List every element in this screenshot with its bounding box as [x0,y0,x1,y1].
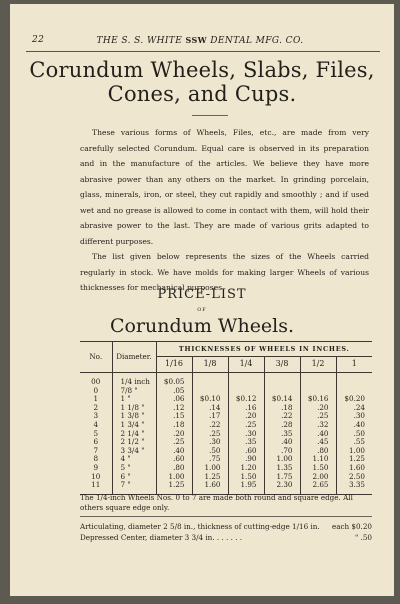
row-diameter: 6 " [112,473,156,482]
price-cell: .30 [336,412,372,421]
price-cell: .06 [156,395,192,404]
price-cell: .80 [300,447,336,456]
price-cell: 1.95 [228,481,264,494]
price-cell: .40 [156,447,192,456]
price-cell: .32 [300,421,336,430]
price-cell [336,373,372,387]
price-cell: .40 [264,438,300,447]
price-cell: .40 [336,421,372,430]
row-number: 11 [80,481,112,494]
price-cell: 1.35 [264,464,300,473]
extra-value: each $0.20 [331,522,372,531]
price-cell: .20 [228,412,264,421]
price-cell: 2.00 [300,473,336,482]
thickness-col-header: 1 [336,357,372,373]
heading-divider [192,115,228,116]
price-list-subtitle: Corundum Wheels. [109,315,295,337]
row-number: 00 [91,377,101,386]
price-cell: .18 [264,404,300,413]
price-cell: 1.25 [192,473,228,482]
price-cell: .50 [336,430,372,439]
extra-label: Articulating, diameter 2 5/8 in., thickness of cutting-edge 1/16 in. [80,522,320,531]
row-diameter: 1 " [112,395,156,404]
thickness-col-header: 1/8 [192,357,228,373]
row-diameter: 2 1/2 " [112,438,156,447]
price-cell: .16 [228,404,264,413]
price-cell: .14 [192,404,228,413]
price-cell: 1.50 [300,464,336,473]
heading-line-2: Cones, and Cups. [107,82,297,106]
price-cell: .90 [228,455,264,464]
price-cell: .55 [336,438,372,447]
price-cell: .28 [264,421,300,430]
price-cell: $0.10 [192,395,228,404]
price-cell: .25 [156,438,192,447]
row-diameter: 7 " [112,481,156,494]
row-number: 5 [93,428,99,438]
price-cell: .30 [192,438,228,447]
running-head [20,35,380,49]
price-cell: $0.14 [264,395,300,404]
row-number: 4 [93,419,99,429]
row-diameter: 1 1/8 " [112,404,156,413]
price-cell: 1.00 [336,447,372,456]
price-cell: 1.75 [264,473,300,482]
price-cell: .30 [228,430,264,439]
row-number: 10 [91,471,101,481]
row-number: 6 [93,437,99,447]
extra-line-depressed-center [80,533,372,543]
row-number: 0 [93,385,99,395]
price-cell: $0.12 [228,395,264,404]
running-title [20,35,380,46]
price-cell: .24 [336,404,372,413]
price-cell [192,373,228,387]
price-cell: .45 [300,438,336,447]
price-cell: .17 [192,412,228,421]
note-rule [80,516,372,517]
price-cell: 1.60 [336,464,372,473]
row-number: 8 [93,454,99,464]
running-title-right: DENTAL MFG. CO. [210,36,304,46]
price-cell: .50 [192,447,228,456]
row-number: 1 [93,394,99,404]
price-cell: .35 [228,438,264,447]
price-cell: $0.05 [156,373,192,387]
price-cell: .60 [156,455,192,464]
price-cell: .20 [156,430,192,439]
thickness-col-header: 3/8 [264,357,300,373]
price-cell: 1.10 [300,455,336,464]
page-number: 22 [32,35,45,45]
row-number: 7 [93,445,99,455]
price-cell: 1.25 [156,481,192,494]
thickness-header: THICKNESSES OF WHEELS IN INCHES. [156,342,372,357]
price-cell [228,373,264,387]
price-cell: .75 [192,455,228,464]
price-cell: .25 [192,430,228,439]
row-diameter: 4 " [112,455,156,464]
extra-value: " .50 [354,533,372,542]
price-cell: 1.00 [264,455,300,464]
price-cell [264,373,300,387]
running-title-left: THE S. S. WHITE [96,36,183,46]
intro-paragraph-2: The list given below represents the sizes of the Wheels carried regularly in stock. We have molds for making larger Wheels of various thicknesses for mechanical purposes. [80,252,369,292]
price-cell: .20 [300,404,336,413]
edge-note: The 1/4-inch Wheels Nos. 0 to 7 are made both round and square edge. All others square edge only. [80,493,353,512]
extra-label: Depressed Center, diameter 3 3/4 in. . . . . . . [80,533,243,542]
extra-line-articulating [80,522,372,532]
ssw-monogram-icon: SSW [185,35,208,45]
price-cell: 1.20 [228,464,264,473]
price-cell: 1.00 [192,464,228,473]
price-cell: .60 [228,447,264,456]
price-cell: .40 [300,430,336,439]
row-diameter: 1/4 inch [112,373,156,387]
book-page [10,4,394,596]
price-cell: .15 [156,412,192,421]
price-table [80,341,372,495]
price-cell [300,373,336,387]
price-cell: .25 [300,412,336,421]
price-cell: 1.60 [192,481,228,494]
thickness-col-header: 1/2 [300,357,336,373]
price-cell: .70 [264,447,300,456]
price-cell: 1.00 [156,473,192,482]
price-cell: .35 [264,430,300,439]
row-number: 3 [93,411,99,421]
row-diameter: 1 3/8 " [112,412,156,421]
row-diameter: 3 3/4 " [112,447,156,456]
row-diameter: 2 1/4 " [112,430,156,439]
heading-line-1: Corundum Wheels, Slabs, Files, [29,58,375,82]
price-cell: .12 [156,404,192,413]
price-cell: .25 [228,421,264,430]
row-diameter: 1 3/4 " [112,421,156,430]
price-cell: 1.50 [228,473,264,482]
col-no-header: No. [80,342,112,373]
row-diameter: 7/8 " [112,387,156,396]
intro-paragraph-1: These various forms of Wheels, Files, etc., are made from very carefully selected Corundum. Equal care is observed in its preparation and in the manufacture of the articles. We believe they have more abrasive power than any others on the market. In grinding porcelain, glass, minerals, iron, or steel, they cut rapidly and smoothly ; and if used wet and no grease is allowed to come in contact with them, will hold their abrasive power to the last. They are made of various grits adapted to different purposes. [80,128,369,246]
row-number: 2 [93,402,99,412]
thickness-col-header: 1/16 [156,357,192,373]
price-cell: 2.30 [264,481,300,494]
price-cell: .22 [264,412,300,421]
price-cell: 2.50 [336,473,372,482]
row-diameter: 5 " [112,464,156,473]
table-row [80,373,372,387]
header-rule [26,51,380,52]
price-cell: $0.20 [336,395,372,404]
price-cell: 2.65 [300,481,336,494]
row-number: 9 [93,462,99,472]
price-cell: .18 [156,421,192,430]
price-list-title: PRICE-LIST [157,287,247,302]
price-cell: .22 [192,421,228,430]
col-diameter-header: Diameter. [112,342,156,373]
thickness-col-header: 1/4 [228,357,264,373]
price-cell: .05 [156,387,192,396]
price-cell: 1.25 [336,455,372,464]
price-cell: .80 [156,464,192,473]
price-list-of: OF [197,307,207,313]
price-cell: 3.35 [336,481,372,494]
price-cell: $0.16 [300,395,336,404]
